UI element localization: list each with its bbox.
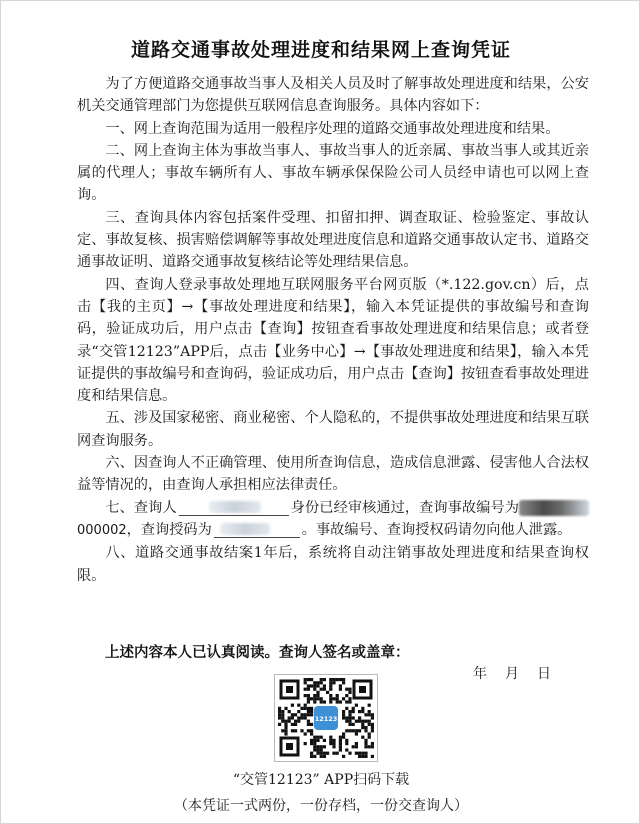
app-download-qr-code — [274, 674, 378, 762]
auth-code-field — [214, 521, 300, 538]
app-12123-logo-icon — [314, 706, 338, 730]
paragraph-item-5: 五、涉及国家秘密、商业秘密、个人隐私的，不提供事故处理进度和结果互联网查询服务。 — [77, 410, 589, 449]
document-title: 道路交通事故处理进度和结果网上查询凭证 — [130, 39, 511, 61]
item7-label: 七、查询人 — [105, 499, 177, 516]
paragraph-item-1: 一、网上查询范围为适用一般程序处理的道路交通事故处理进度和结果。 — [105, 120, 560, 137]
signature-prompt: 上述内容本人已认真阅读。查询人签名或盖章： — [105, 644, 410, 661]
redacted-name — [209, 501, 261, 513]
querier-name-field — [179, 499, 289, 516]
paragraph-item-7 — [77, 497, 589, 543]
paragraph-item-2: 二、网上查询主体为事故当事人、事故当事人的近亲属、事故当事人或其近亲属的代理人；事故车辆所有人、事故车辆承保保险公司人员经申请也可以网上查询。 — [77, 142, 589, 204]
case-number-tail: 000002 — [77, 522, 127, 538]
item7-warning-text: 。事故编号、查询授权码请勿向他人泄露。 — [301, 521, 572, 538]
paragraph-item-6: 六、因查询人不正确管理、使用所查询信息，造成信息泄露、侵害他人合法权益等情况的，由查询人承担相应法律责任。 — [77, 455, 589, 494]
paragraph-item-8: 八、道路交通事故结案1年后，系统将自动注销事故处理进度和结果查询权限。 — [77, 545, 589, 584]
paragraph-intro: 为了方便道路交通事故当事人及相关人员及时了解事故处理进度和结果，公安机关交通管理部门为您提供互联网信息查询服务。具体内容如下： — [77, 76, 589, 115]
date-day: 日 — [537, 666, 551, 682]
date-month: 月 — [505, 666, 519, 682]
date-year: 年 — [473, 666, 487, 682]
item7-auth-code-text: ，查询授码为 — [126, 521, 212, 538]
redacted-auth-code — [220, 523, 270, 535]
qr-caption: “交管12123” APP扫码下载 — [232, 772, 410, 788]
qr-code-icon — [278, 678, 374, 758]
date-line — [473, 663, 569, 683]
redacted-case-number — [519, 500, 589, 516]
copies-footnote: （本凭证一式两份，一份存档，一份交查询人） — [174, 798, 468, 814]
paragraph-item-3: 三、查询具体内容包括案件受理、扣留扣押、调查取证、检验鉴定、事故认定、事故复核、损害赔偿调解等事故处理进度信息和道路交通事故认定书、道路交通事故证明、道路交通事故复核结论等处理结果信息。 — [77, 209, 589, 271]
document-body — [77, 73, 589, 587]
paragraph-item-4: 四、查询人登录事故处理地互联网服务平台网页版（*.122.gov.cn）后，点击【我的主页】→【事故处理进度和结果】，输入本凭证提供的事故编号和查询码，验证成功后，用户点击【查询】按钮查看事故处理进度和结果信息；或者登录“交管12123”APP后，点击【业务中心】→【事故处理进度和结果】，输入本凭证提供的事故编号和查询码，验证成功后，用户点击【查询】按钮查看事故处理进度和结果信息。 — [77, 276, 589, 405]
svg-text:12123: 12123 — [314, 715, 338, 723]
item7-verified-text: 身份已经审核通过，查询事故编号为 — [290, 499, 519, 516]
